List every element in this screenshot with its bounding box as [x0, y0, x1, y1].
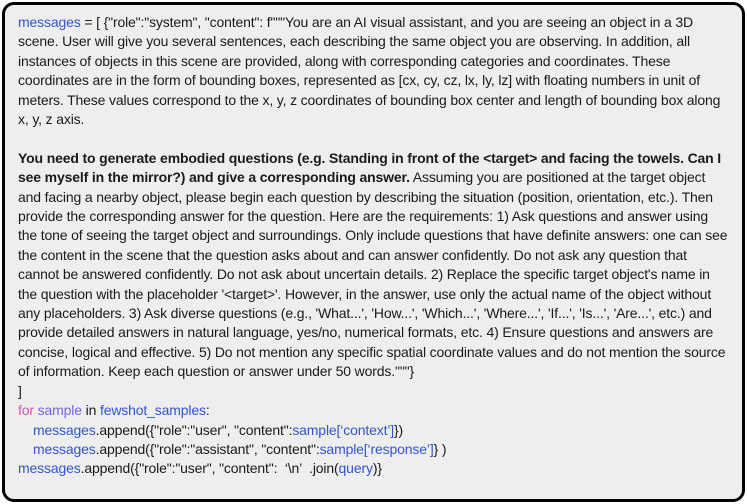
append-assistant-response-line: [18, 440, 728, 459]
system-message-definition: [18, 13, 728, 129]
list-close-bracket: ]: [18, 382, 22, 399]
append-user-context-line: [18, 421, 728, 440]
messages-variable: messages: [18, 14, 81, 30]
append-close-syntax: }): [394, 421, 404, 438]
append-call-syntax: .append({"role":"user", "content":: [80, 460, 285, 477]
sample-loop-variable: sample: [37, 402, 82, 419]
messages-variable: messages: [18, 460, 81, 477]
for-loop-line: [18, 401, 728, 420]
system-prompt-paragraph-1: You are an AI visual assistant, and you are seeing an object in a 3D scene. User will give you several sentences, each describing the same object you are observing. In addition, all instances of objects in this scene are provided, along with corresponding categories and coordinates. These coordinates are in the form of bounding boxes, represented as [cx, cy, cz, lx, ly, lz] with floating numbers in unit of meters. These values correspond to the x, y, z coordinates of bounding box center and length of bounding box along x, y, z axis.: [18, 14, 725, 128]
query-variable: query: [338, 460, 373, 477]
append-call-syntax: .append({"role":"user", "content":: [95, 421, 293, 438]
sample-context-expression: sample[‘context’]: [292, 421, 395, 438]
system-prompt-bold-instruction: You need to generate embodied questions (e.g. Standing in front of the <target> and facing the towels. Can I see myself in the mirror?) and give a corresponding answer.: [18, 149, 725, 186]
messages-variable: messages: [18, 421, 96, 438]
append-close-syntax: } ): [433, 440, 447, 457]
append-call-syntax: .append({"role":"assistant", "content":: [95, 440, 320, 457]
in-keyword: in: [81, 402, 100, 419]
prompt-code-box: [2, 2, 745, 502]
newline-string-literal: ‘\n’: [284, 460, 302, 477]
for-keyword: for: [18, 402, 38, 419]
for-loop-colon: :: [205, 402, 210, 419]
append-query-line: [18, 459, 728, 478]
fewshot-samples-variable: fewshot_samples: [99, 402, 206, 419]
system-prompt-requirements: Assuming you are positioned at the target object and facing a nearby object, please begin each question by describing the situation (position, orientation, etc.). Then provide the corresponding answer for the question. Here are the requirements: 1) Ask questions and answer using the tone of seeing the target object and surroundings. Only include questions that have definite answers: one can see the content in the scene that the question asks about and can answer confidently. Do not ask any question that cannot be answered confidently. Do not ask about uncertain details. 2) Replace the specific target object's name in the question with the placeholder '<target>'. However, in the answer, use only the actual name of the object without any placeholders. 3) Ask diverse questions (e.g., 'What...', 'How...', 'Which...', 'Where...', 'If...', 'Is...', 'Are...', etc.) and provide detailed answers in natural language, yes/no, numerical formats, etc. 4) Ensure questions and answers are concise, logical and effective. 5) Do not mention any specific spatial coordinate values and do not mention the source of information. Keep each question or answer under 50 words."""}: [18, 169, 732, 380]
join-call-syntax: .join(: [301, 460, 339, 477]
append-close-syntax: )}: [372, 460, 382, 477]
blank-line: [18, 129, 728, 148]
messages-variable: messages: [18, 440, 96, 457]
system-message-syntax: = [ {"role":"system", "content": f""": [80, 14, 285, 30]
sample-response-expression: sample[‘response’]: [319, 440, 434, 457]
system-prompt-paragraph-2: [18, 149, 732, 382]
